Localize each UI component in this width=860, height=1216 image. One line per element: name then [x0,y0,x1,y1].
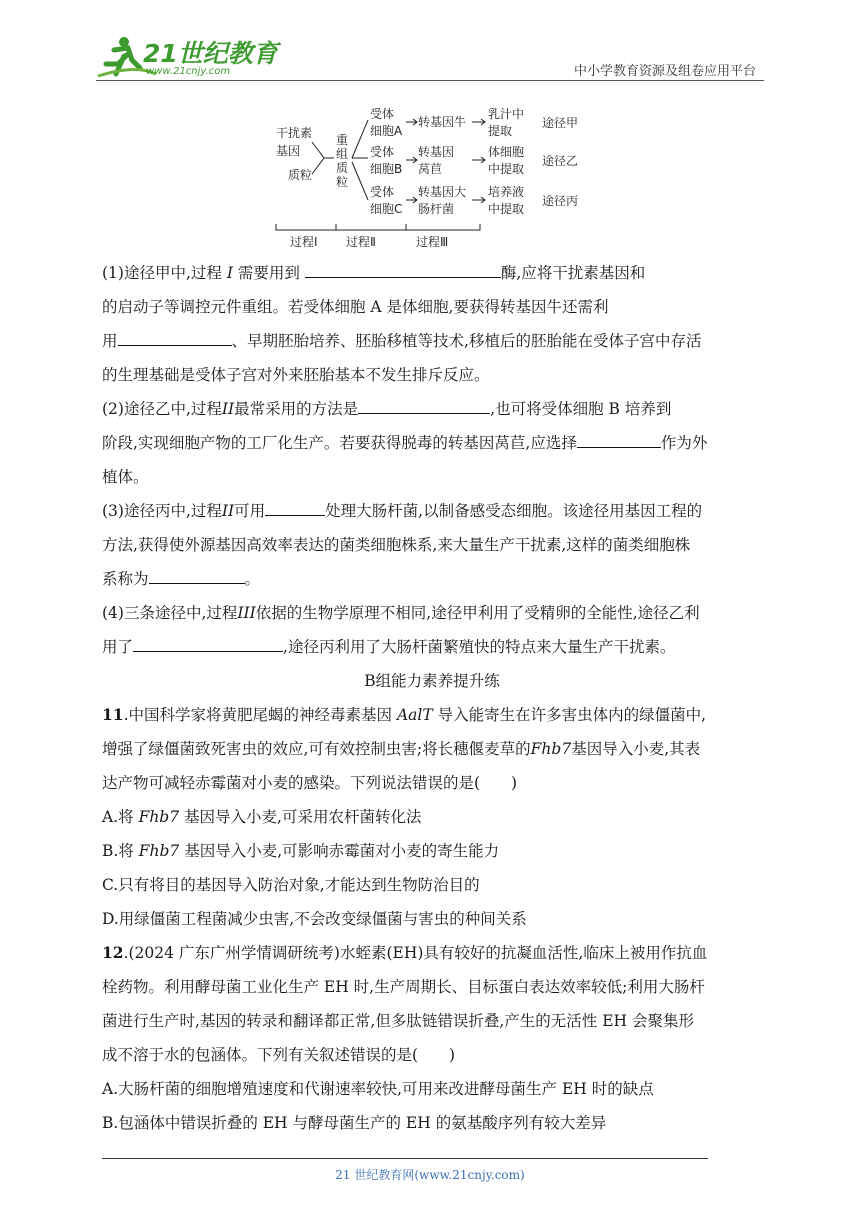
page-header [0,0,860,90]
q3-text-d: 方法,获得使外源基因高效率表达的菌类细胞株系,来大量生产干扰素,这样的菌类细胞株 [102,536,691,554]
q11-text-e: 达产物可减轻赤霉菌对小麦的感染。下列说法错误的是( ) [102,774,518,792]
q3-text-f: 。 [244,570,261,588]
label-path-a: 途径甲 [542,116,579,130]
q11-text-a: .中国科学家将黄肥尾蝎的神经毒素基因 [123,706,393,724]
q1-blank-1[interactable] [305,259,501,278]
q11-option-a-gene: Fhb7 [138,808,180,826]
label-cellA-2: 细胞A [370,124,403,138]
label-cellC-1: 受体 [370,185,395,199]
footer-divider [102,1158,708,1159]
label-proc2: 过程Ⅱ [346,235,376,249]
q1-text-c: 酶,应将干扰素基因和 [500,264,646,282]
label-gene2: 基因 [276,144,301,158]
label-cellA-1: 受体 [370,107,395,121]
q2-text-a: (2)途径乙中,过程 [102,400,222,418]
q11-option-d[interactable]: D.用绿僵菌工程菌减少虫害,不会改变绿僵菌与害虫的种间关系 [102,910,527,928]
section-b-title: B组能力素养提升练 [364,672,500,690]
q11-option-a-1[interactable]: A.将 [102,808,134,826]
q1-blank-2[interactable] [118,327,232,346]
q2-text-c: ,也可将受体细胞 B 培养到 [490,400,672,418]
label-cellB-1: 受体 [370,145,395,159]
q3-blank-2[interactable] [149,565,245,584]
q11-text-d: 基因导入小麦,其表 [571,740,701,758]
q11-option-a-2[interactable]: 基因导入小麦,可采用农杆菌转化法 [184,808,422,826]
q3-text-e: 系称为 [102,570,149,588]
q4-text-a: (4)三条途径中,过程 [102,604,238,622]
q11-option-b-2[interactable]: 基因导入小麦,可影响赤霉菌对小麦的寄生能力 [184,842,500,860]
label-path-b: 途径乙 [542,154,579,168]
label-plasmid: 质粒 [288,168,313,182]
q11-option-b-1[interactable]: B.将 [102,842,134,860]
q4-text-d: ,途径丙利用了大肠杆菌繁殖快的特点来大量生产干扰素。 [283,638,676,656]
q3-text-a: (3)途径丙中,过程 [102,502,222,520]
label-lettuce-2: 莴苣 [418,162,443,176]
q12-text-c: 菌进行生产时,基因的转录和翻译都正常,但多肽链错误折叠,产生的无活性 EH 会聚集形 [102,1012,694,1030]
q3-blank-1[interactable] [265,497,325,516]
label-ecoli-2: 肠杆菌 [418,202,455,216]
label-cell-1: 体细胞 [488,145,525,159]
logo-text: 21世纪教育 [143,39,278,68]
q12-option-b[interactable]: B.包涵体中错误折叠的 EH 与酵母菌生产的 EH 的氨基酸序列有较大差异 [102,1114,607,1132]
gene-engineering-flow-diagram [272,100,592,252]
q11-paragraph [102,698,762,936]
q4-paragraph [102,596,762,664]
label-milk-1: 乳汁中 [488,107,525,121]
label-cow: 转基因牛 [418,115,467,129]
q4-text-c: 用了 [102,638,134,656]
q11-text-b: 导入能寄生在许多害虫体内的绿僵菌中, [437,706,707,724]
q2-paragraph [102,392,762,494]
q12-text-a: .(2024 广东广州学情调研统考)水蛭素(EH)具有较好的抗凝血活性,临床上被用作抗血 [123,944,708,962]
q12-text-b: 栓药物。利用酵母菌工业化生产 EH 时,生产周期长、目标蛋白表达效率较低;利用大肠杆 [102,978,705,996]
label-ecoli-1: 转基因大 [418,185,467,199]
label-recombinant-4: 粒 [336,175,349,189]
q1-text-f: 、早期胚胎培养、胚胎移植等技术,移植后的胚胎能在受体子宫中存活 [231,332,702,350]
q12-paragraph [102,936,762,1140]
platform-title: 中小学教育资源及组卷应用平台 [573,64,756,79]
q1-text-g: 的生理基础是受体子宫对外来胚胎基本不发生排斥反应。 [102,366,490,384]
label-proc1: 过程Ⅰ [290,235,318,249]
question-body [102,256,762,1140]
q3-text-b: 可用 [234,502,266,520]
q3-roman: II [221,502,235,520]
q1-text-a: (1)途径甲中,过程 [102,264,222,282]
q11-option-b-gene: Fhb7 [138,842,180,860]
q2-text-b: 最常采用的方法是 [234,400,359,418]
label-gene: 干扰素 [276,126,313,140]
q12-number: 12 [102,943,124,962]
q11-option-c[interactable]: C.只有将目的基因导入防治对象,才能达到生物防治目的 [102,876,480,894]
q2-blank-2[interactable] [577,429,661,448]
q11-number: 11 [102,705,124,724]
q11-gene-fhb7: Fhb7 [530,740,572,758]
label-recombinant-3: 质 [336,161,349,175]
q1-paragraph [102,256,762,392]
q4-text-b: 依据的生物学原理不相同,途径甲利用了受精卵的全能性,途径乙利 [255,604,700,622]
label-cellB-2: 细胞B [370,162,403,176]
q2-text-e: 作为外 [660,434,708,452]
q1-text-e: 用 [102,332,118,350]
footer-text: 21 世纪教育网(www.21cnjy.com) [335,1168,525,1182]
q1-text-d: 的启动子等调控元件重组。若受体细胞 A 是体细胞,要获得转基因牛还需利 [102,298,609,316]
q1-text-b: 需要用到 [237,264,300,282]
q12-option-a[interactable]: A.大肠杆菌的细胞增殖速度和代谢速率较快,可用来改进酵母菌生产 EH 时的缺点 [102,1080,654,1098]
q11-gene-aalt: AalT [396,706,433,724]
q4-blank-1[interactable] [133,633,283,652]
q11-text-c: 增强了绿僵菌致死害虫的效应,可有效控制虫害;将长穗偃麦草的 [102,740,531,758]
label-lettuce-1: 转基因 [418,145,455,159]
q12-text-d: 成不溶于水的包涵体。下列有关叙述错误的是( ) [102,1046,456,1064]
q4-roman: III [237,604,256,622]
label-culture-2: 中提取 [488,202,525,216]
q2-text-f: 植体。 [102,468,149,486]
label-milk-2: 提取 [488,124,513,138]
label-recombinant-1: 重 [336,133,349,147]
label-cellC-2: 细胞C [370,202,403,216]
q3-paragraph [102,494,762,596]
label-proc3: 过程Ⅲ [416,235,449,249]
q2-blank-1[interactable] [358,395,490,414]
q3-text-c: 处理大肠杆菌,以制备感受态细胞。该途径用基因工程的 [325,502,703,520]
label-path-c: 途径丙 [542,194,579,208]
q1-roman: I [226,264,233,282]
header-divider [96,80,764,81]
label-cell-2: 中提取 [488,162,525,176]
logo-url: www.21cnjy.com [146,66,231,77]
q2-text-d: 阶段,实现细胞产物的工厂化生产。若要获得脱毒的转基因莴苣,应选择 [102,434,577,452]
q2-roman: II [221,400,235,418]
label-culture-1: 培养液 [488,185,525,199]
label-recombinant-2: 组 [336,147,349,161]
